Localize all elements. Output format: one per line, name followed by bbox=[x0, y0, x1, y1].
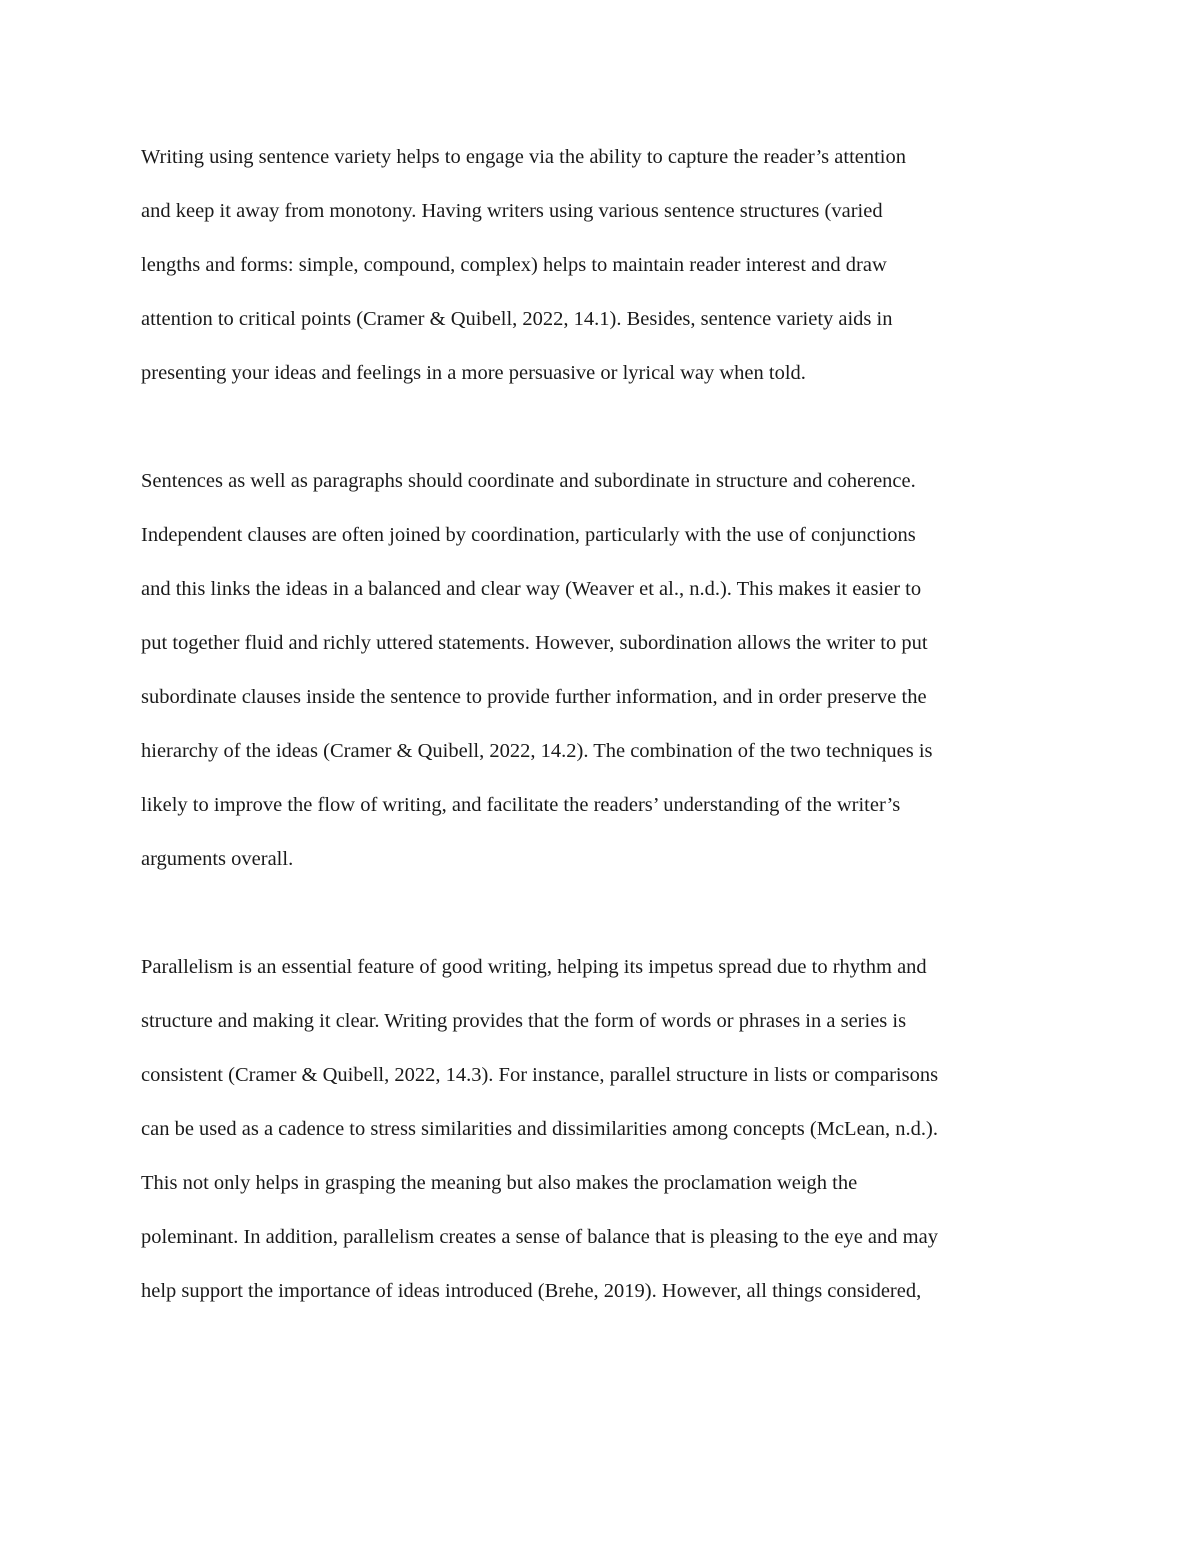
paragraph-coordination-subordination bbox=[141, 454, 1071, 886]
text-line: likely to improve the flow of writing, and facilitate the readers’ understanding of the writer’s bbox=[141, 794, 901, 816]
text-line: presenting your ideas and feelings in a more persuasive or lyrical way when told. bbox=[141, 362, 806, 384]
paragraph-spacer bbox=[141, 886, 1071, 940]
text-line: subordinate clauses inside the sentence to provide further information, and in order preserve the bbox=[141, 686, 927, 708]
text-line: This not only helps in grasping the meaning but also makes the proclamation weigh the bbox=[141, 1172, 858, 1194]
text-line: and this links the ideas in a balanced and clear way (Weaver et al., n.d.). This makes it easier to bbox=[141, 578, 922, 600]
document-body bbox=[141, 130, 1071, 1318]
text-line: structure and making it clear. Writing provides that the form of words or phrases in a series is bbox=[141, 1010, 907, 1032]
text-line: lengths and forms: simple, compound, complex) helps to maintain reader interest and draw bbox=[141, 254, 887, 276]
text-line: put together fluid and richly uttered statements. However, subordination allows the writer to put bbox=[141, 632, 928, 654]
text-line: consistent (Cramer & Quibell, 2022, 14.3). For instance, parallel structure in lists or comparisons bbox=[141, 1064, 939, 1086]
text-line: hierarchy of the ideas (Cramer & Quibell, 2022, 14.2). The combination of the two techniques is bbox=[141, 740, 933, 762]
paragraph-parallelism bbox=[141, 940, 1071, 1318]
paragraph-sentence-variety bbox=[141, 130, 1071, 400]
text-line: arguments overall. bbox=[141, 848, 294, 870]
text-line: Parallelism is an essential feature of good writing, helping its impetus spread due to rhythm and bbox=[141, 956, 927, 978]
text-line: can be used as a cadence to stress similarities and dissimilarities among concepts (McLean, n.d.). bbox=[141, 1118, 938, 1140]
text-line: Sentences as well as paragraphs should coordinate and subordinate in structure and coherence. bbox=[141, 470, 916, 492]
paragraph-spacer bbox=[141, 400, 1071, 454]
text-line: poleminant. In addition, parallelism creates a sense of balance that is pleasing to the eye and may bbox=[141, 1226, 938, 1248]
text-line: Independent clauses are often joined by coordination, particularly with the use of conjunctions bbox=[141, 524, 916, 546]
text-line: help support the importance of ideas introduced (Brehe, 2019). However, all things considered, bbox=[141, 1280, 922, 1302]
text-line: attention to critical points (Cramer & Quibell, 2022, 14.1). Besides, sentence variety aids in bbox=[141, 308, 893, 330]
text-line: Writing using sentence variety helps to engage via the ability to capture the reader’s attention bbox=[141, 146, 907, 168]
text-line: and keep it away from monotony. Having writers using various sentence structures (varied bbox=[141, 200, 883, 222]
